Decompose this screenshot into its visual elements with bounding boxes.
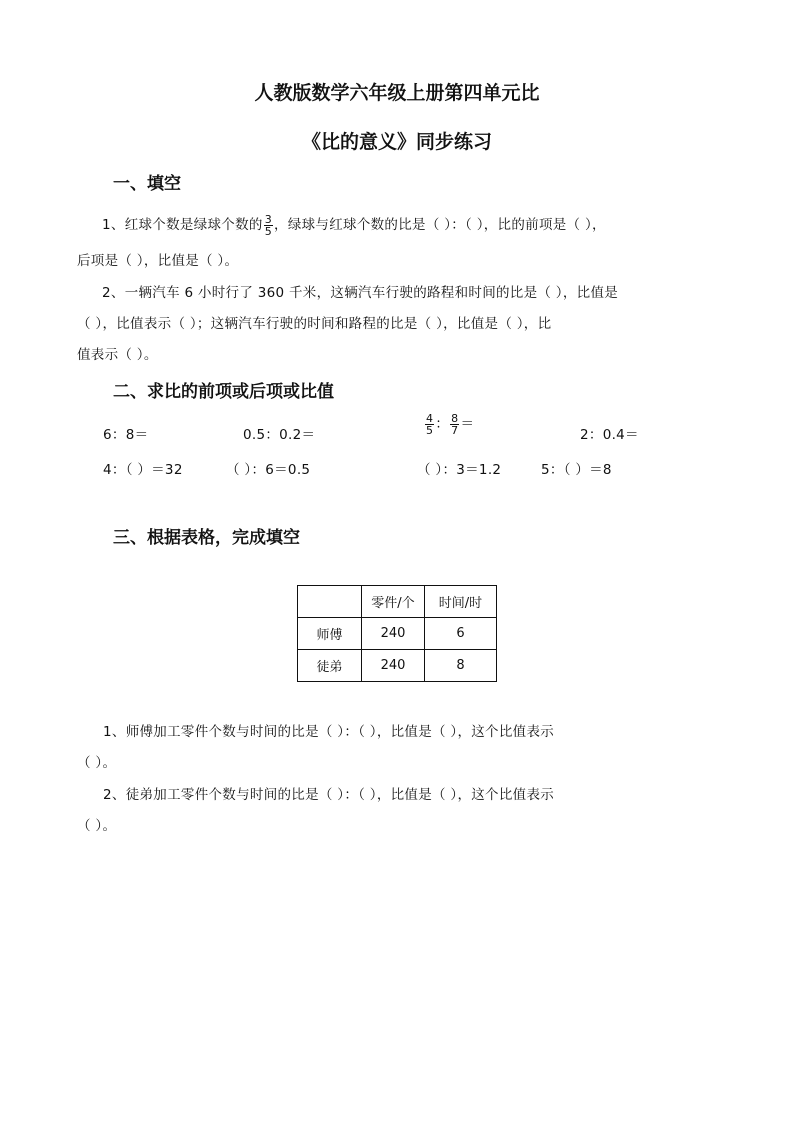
s3-q2-line-1: 2、徒弟加工零件个数与时间的比是（ ）：（ ），比值是（ ），这个比值表示 xyxy=(103,787,555,803)
fraction-denominator: 5 xyxy=(264,224,273,238)
fraction-denominator: 5 xyxy=(426,423,434,437)
fraction-3-5 xyxy=(264,214,273,237)
s3-q2-line-2: （ ）。 xyxy=(77,818,117,834)
q1-rest: ，绿球与红球个数的比是（ ）：（ ），比的前项是（ ）， xyxy=(274,217,606,233)
fraction-numerator: 4 xyxy=(426,411,434,425)
fraction-denominator: 7 xyxy=(451,423,459,437)
q2-line-1: 2、一辆汽车 6 小时行了 360 千米，这辆汽车行驶的路程和时间的比是（ ），比值是 xyxy=(102,285,619,301)
ratio-item-2: 0.5：0.2＝ xyxy=(243,427,316,443)
table-cell: 240 xyxy=(362,650,425,682)
q1-prefix: 1、红球个数是绿球个数的 xyxy=(102,217,263,233)
table-row xyxy=(298,650,497,682)
data-table xyxy=(297,585,497,682)
table-cell: 师傅 xyxy=(298,618,362,650)
ratio-separator: ： xyxy=(435,416,450,432)
equals-sign: ＝ xyxy=(460,416,475,432)
page-subtitle: 《比的意义》同步练习 xyxy=(301,131,492,153)
ratio-item-7: （ ）：3＝1.2 xyxy=(417,462,502,478)
q2-line-2: （ ），比值表示（ ）；这辆汽车行驶的时间和路程的比是（ ），比值是（ ），比 xyxy=(77,316,552,332)
ratio-item-5: 4：（ ）＝32 xyxy=(103,462,183,478)
ratio-item-1: 6：8＝ xyxy=(103,427,149,443)
q2-line-3: 值表示（ ）。 xyxy=(77,347,158,363)
table-cell: 8 xyxy=(425,650,497,682)
table-header-cell: 时间/时 xyxy=(425,586,497,618)
table-header-row xyxy=(298,586,497,618)
fraction-4-5 xyxy=(425,413,434,436)
table-header-cell xyxy=(298,586,362,618)
section-2-heading: 二、求比的前项或后项或比值 xyxy=(113,382,334,402)
page-title: 人教版数学六年级上册第四单元比 xyxy=(254,82,540,104)
s3-q1-line-2: （ ）。 xyxy=(77,755,117,771)
table-header-cell: 零件/个 xyxy=(362,586,425,618)
q1-line-1 xyxy=(102,213,606,237)
table-cell: 6 xyxy=(425,618,497,650)
q1-line-2: 后项是（ ），比值是（ ）。 xyxy=(77,253,239,269)
table-cell: 240 xyxy=(362,618,425,650)
fraction-numerator: 8 xyxy=(451,411,459,425)
s3-q1-line-1: 1、师傅加工零件个数与时间的比是（ ）：（ ），比值是（ ），这个比值表示 xyxy=(103,724,555,740)
fraction-8-7 xyxy=(450,413,459,436)
table-cell: 徒弟 xyxy=(298,650,362,682)
ratio-item-8: 5：（ ）＝8 xyxy=(541,462,612,478)
table-row xyxy=(298,618,497,650)
ratio-item-4: 2：0.4＝ xyxy=(580,427,639,443)
section-1-heading: 一、填空 xyxy=(113,174,181,194)
fraction-numerator: 3 xyxy=(264,212,273,226)
ratio-item-3 xyxy=(424,412,474,436)
ratio-item-6: （ ）：6＝0.5 xyxy=(226,462,311,478)
section-3-heading: 三、根据表格，完成填空 xyxy=(113,528,300,548)
